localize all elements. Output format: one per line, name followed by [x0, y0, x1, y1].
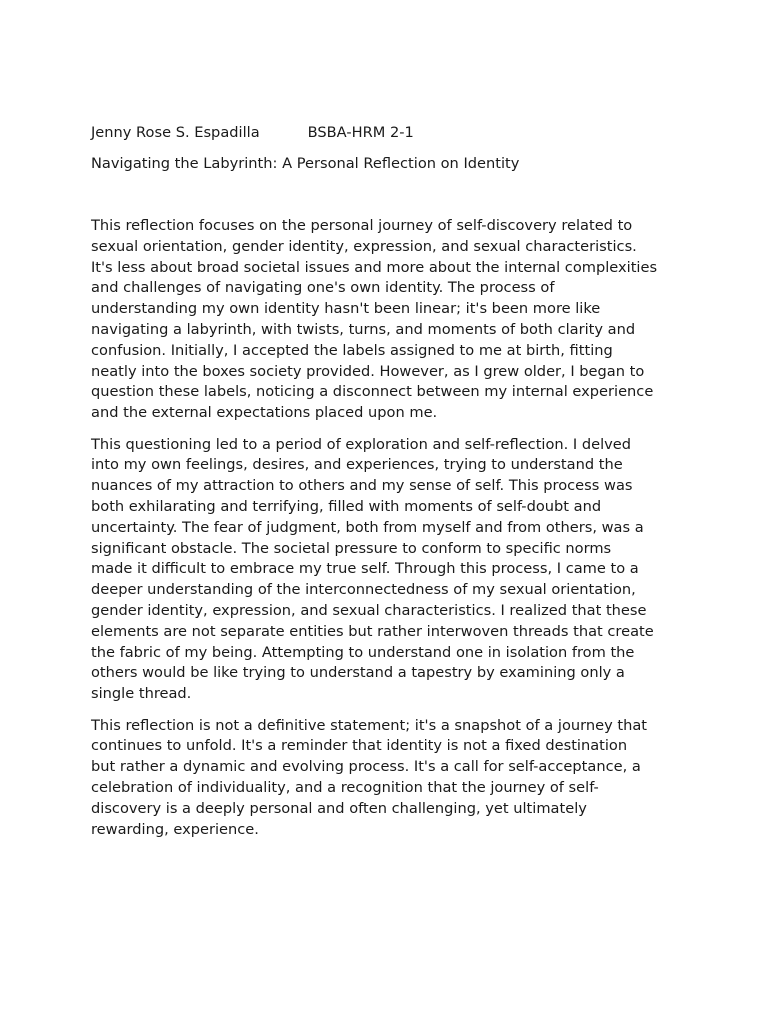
- paragraph-line: into my own feelings, desires, and experiences, trying to understand the: [91, 456, 623, 474]
- paragraph-line: sexual orientation, gender identity, expression, and sexual characteristics.: [91, 237, 637, 255]
- paragraph-line: question these labels, noticing a disconnect between my internal experience: [91, 383, 654, 401]
- document-body: [91, 216, 681, 851]
- paragraph-2: [91, 435, 681, 705]
- paragraph-line: discovery is a deeply personal and often challenging, yet ultimately: [91, 799, 587, 817]
- paragraph-line: navigating a labyrinth, with twists, turns, and moments of both clarity and: [91, 320, 636, 338]
- paragraph-line: celebration of individuality, and a recognition that the journey of self-: [91, 778, 599, 796]
- paragraph-line: rewarding, experience.: [91, 820, 259, 838]
- paragraph-line: deeper understanding of the interconnectedness of my sexual orientation,: [91, 581, 636, 599]
- paragraph-line: but rather a dynamic and evolving process. It's a call for self-acceptance, a: [91, 758, 641, 776]
- paragraph-line: uncertainty. The fear of judgment, both from myself and from others, was a: [91, 518, 644, 536]
- course-section: BSBA-HRM 2-1: [307, 124, 414, 141]
- paragraph-line: elements are not separate entities but rather interwoven threads that create: [91, 622, 654, 640]
- paragraph-line: confusion. Initially, I accepted the labels assigned to me at birth, fitting: [91, 341, 613, 359]
- paragraph-line: and the external expectations placed upon me.: [91, 404, 438, 422]
- paragraph-line: and challenges of navigating one's own identity. The process of: [91, 279, 555, 297]
- author-course-line: [91, 123, 414, 144]
- paragraph-line: both exhilarating and terrifying, filled with moments of self-doubt and: [91, 497, 602, 515]
- document-title: Navigating the Labyrinth: A Personal Reflection on Identity: [91, 155, 520, 172]
- paragraph-line: understanding my own identity hasn't been linear; it's been more like: [91, 300, 601, 318]
- paragraph-line: nuances of my attraction to others and my sense of self. This process was: [91, 477, 633, 495]
- paragraph-line: neatly into the boxes society provided. However, as I grew older, I began to: [91, 362, 645, 380]
- paragraph-line: This reflection is not a definitive statement; it's a snapshot of a journey that: [91, 716, 648, 734]
- paragraph-line: continues to unfold. It's a reminder that identity is not a fixed destination: [91, 737, 628, 755]
- paragraph-line: This reflection focuses on the personal journey of self-discovery related to: [91, 217, 633, 234]
- paragraph-line: This questioning led to a period of exploration and self-reflection. I delved: [91, 435, 632, 453]
- paragraph-line: the fabric of my being. Attempting to understand one in isolation from the: [91, 643, 635, 661]
- paragraph-line: single thread.: [91, 685, 192, 703]
- paragraph-line: made it difficult to embrace my true self. Through this process, I came to a: [91, 560, 639, 578]
- paragraph-line: It's less about broad societal issues and more about the internal complexities: [91, 258, 658, 276]
- paragraph-line: significant obstacle. The societal pressure to conform to specific norms: [91, 539, 612, 557]
- paragraph-3: [91, 716, 681, 841]
- paragraph-line: gender identity, expression, and sexual characteristics. I realized that these: [91, 601, 647, 619]
- paragraph-1: [91, 216, 681, 424]
- paragraph-line: others would be like trying to understand a tapestry by examining only a: [91, 664, 625, 682]
- author-name: Jenny Rose S. Espadilla: [91, 124, 260, 141]
